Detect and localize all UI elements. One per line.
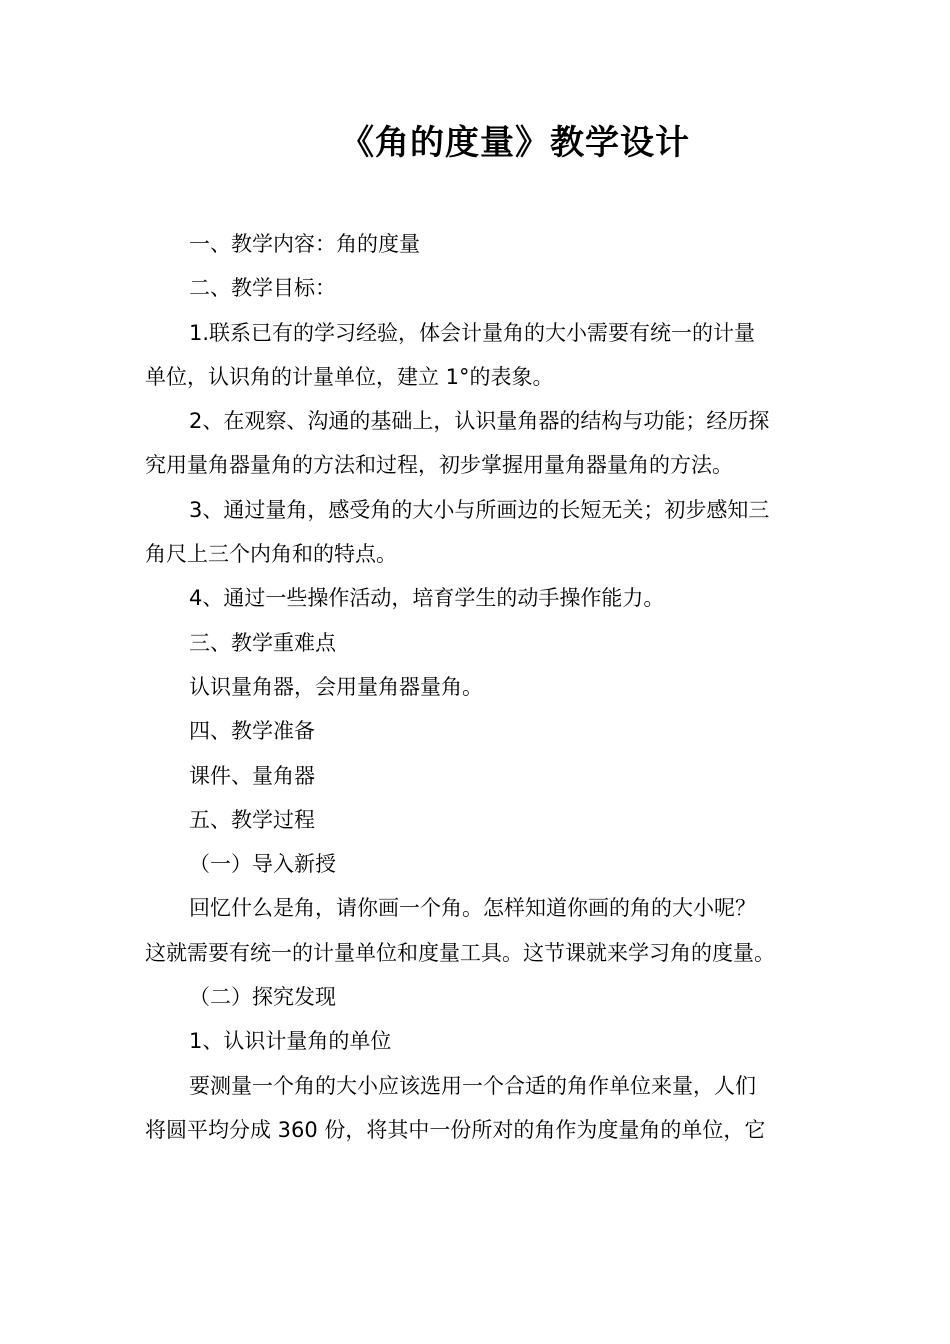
- subsection-heading-introduction: （一）导入新授: [189, 852, 336, 877]
- section-heading-content: 一、教学内容：角的度量: [189, 232, 420, 256]
- subsection-heading-exploration: （二）探究发现: [189, 985, 336, 1010]
- paragraph-line: 要测量一个角的大小应该选用一个合适的角作单位来量，人们: [189, 1073, 756, 1098]
- paragraph-line: 3、通过量角，感受角的大小与所画边的长短无关；初步感知三: [189, 497, 770, 522]
- paragraph-line: 究用量角器量角的方法和过程，初步掌握用量角器量角的方法。: [145, 453, 733, 478]
- document-title: 《角的度量》教学设计: [340, 123, 690, 163]
- section-heading-process: 五、教学过程: [189, 807, 315, 832]
- paragraph-line: 将圆平均分成 360 份，将其中一份所对的角作为度量角的单位，它: [145, 1117, 766, 1142]
- paragraph-line: 课件、量角器: [189, 763, 315, 788]
- subsection-item-heading: 1、认识计量角的单位: [189, 1029, 392, 1054]
- paragraph-line: 回忆什么是角，请你画一个角。怎样知道你画的角的大小呢？: [189, 896, 756, 921]
- paragraph-line: 2、在观察、沟通的基础上，认识量角器的结构与功能；经历探: [189, 409, 770, 434]
- paragraph-line: 这就需要有统一的计量单位和度量工具。这节课就来学习角的度量。: [145, 940, 775, 965]
- paragraph-line: 1.联系已有的学习经验，体会计量角的大小需要有统一的计量: [189, 320, 756, 345]
- section-heading-key-points: 三、教学重难点: [189, 630, 336, 655]
- document-body: [145, 222, 811, 1152]
- paragraph-line: 认识量角器，会用量角器量角。: [189, 674, 483, 699]
- paragraph-line: 4、通过一些操作活动，培育学生的动手操作能力。: [189, 586, 665, 611]
- paragraph-line: 角尺上三个内角和的特点。: [145, 542, 397, 567]
- section-heading-objectives: 二、教学目标：: [189, 276, 336, 301]
- paragraph-line: 单位，认识角的计量单位，建立 1°的表象。: [145, 364, 554, 389]
- section-heading-preparation: 四、教学准备: [189, 719, 315, 744]
